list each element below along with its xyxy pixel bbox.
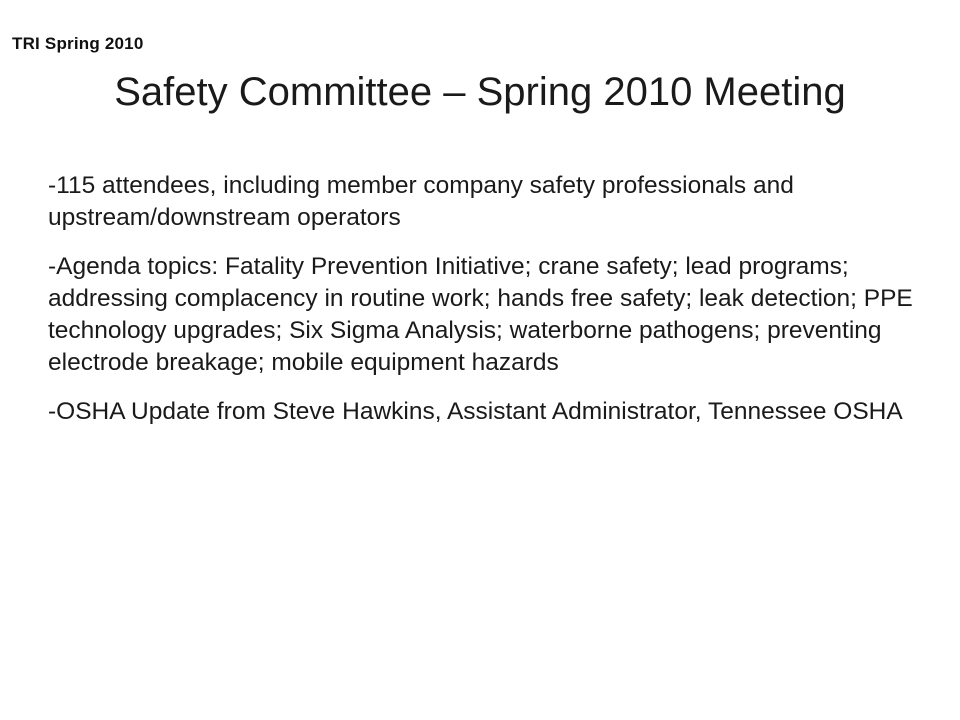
header-tag: TRI Spring 2010 xyxy=(12,34,144,53)
bullet-agenda-topics: -Agenda topics: Fatality Prevention Initiative; crane safety; lead programs; addressing complacency in routine work; hands free safety; leak detection; PPE technology upgrades; Six Sigma Analysis; waterborne pathogens; preventing electrode breakage; mobile equipment hazards xyxy=(48,253,913,376)
bullet-attendees: -115 attendees, including member company safety professionals and upstream/downstream operators xyxy=(48,172,794,231)
bullet-osha-update: -OSHA Update from Steve Hawkins, Assistant Administrator, Tennessee OSHA xyxy=(48,398,903,425)
bullet-list xyxy=(48,170,928,445)
slide-title: Safety Committee – Spring 2010 Meeting xyxy=(114,70,846,114)
